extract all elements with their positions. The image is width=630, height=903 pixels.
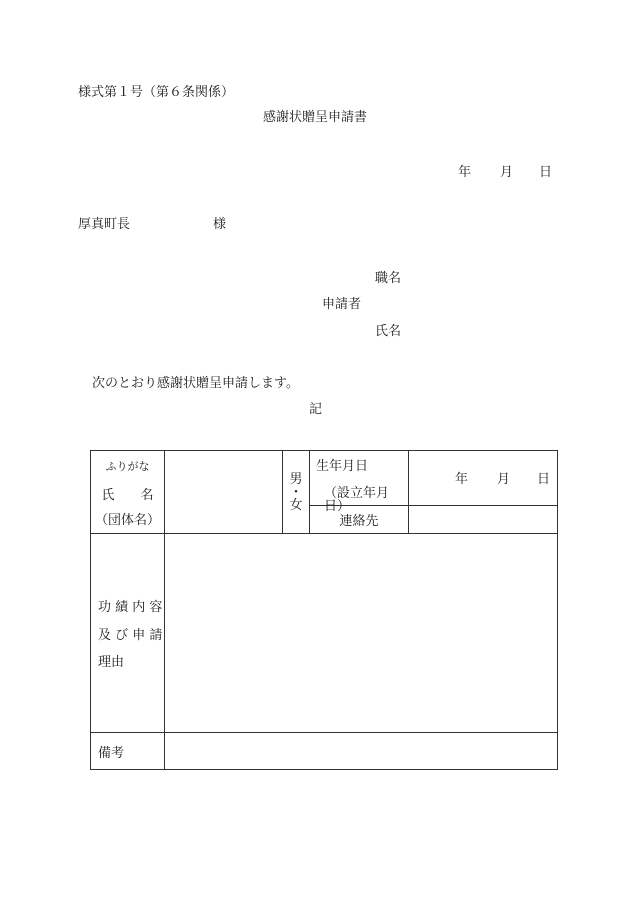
remarks-label-cell [91,733,165,770]
applicant-label: 申請者 [322,297,362,312]
date-year-label: 年 [458,165,472,180]
group-name-label: （団体名） [94,513,160,528]
request-statement: 次のとおり感謝状贈呈申請します。 [92,376,299,391]
applicant-job-title-label: 職名 [375,271,402,286]
contact-label: 連絡先 [339,514,379,529]
addressee-honorific: 様 [213,217,227,232]
birth-month-label: 月 [497,472,511,487]
reason-input-cell[interactable] [165,534,558,733]
application-table [90,450,558,770]
addressee-name: 厚真町長 [78,217,131,232]
birth-year-label: 年 [455,472,469,487]
reason-label-line2: 及 び 申 請 [98,628,163,643]
reason-label-line3: 理由 [98,655,125,670]
birth-date-label-cell [310,451,409,514]
founding-date-label: （設立年月日） [324,486,390,514]
name-label: 氏 名 [101,488,154,503]
gender-separator: ・ [289,485,303,500]
reason-label-cell [91,534,165,733]
document-title: 感謝状贈呈申請書 [262,110,367,125]
gender-female: 女 [289,498,303,513]
birth-day-label: 日 [537,472,551,487]
ki-heading: 記 [309,402,323,417]
remarks-input-cell[interactable] [165,733,558,770]
remarks-label: 備考 [98,745,125,761]
reason-label-line1: 功 績 内 容 [98,600,163,615]
date-month-label: 月 [500,165,514,180]
gender-male: 男 [289,472,303,487]
name-label-cell [91,451,165,534]
birth-date-input-cell[interactable] [409,451,558,506]
contact-input-cell[interactable] [409,506,558,534]
form-number-label: 様式第１号（第６条関係） [78,85,235,100]
furigana-label: ふりがな [105,460,150,473]
birth-date-label: 生年月日 [316,459,369,474]
date-day-label: 日 [539,165,553,180]
applicant-name-label: 氏名 [375,324,402,339]
gender-cell[interactable] [283,451,310,534]
name-input-cell[interactable] [165,451,283,534]
